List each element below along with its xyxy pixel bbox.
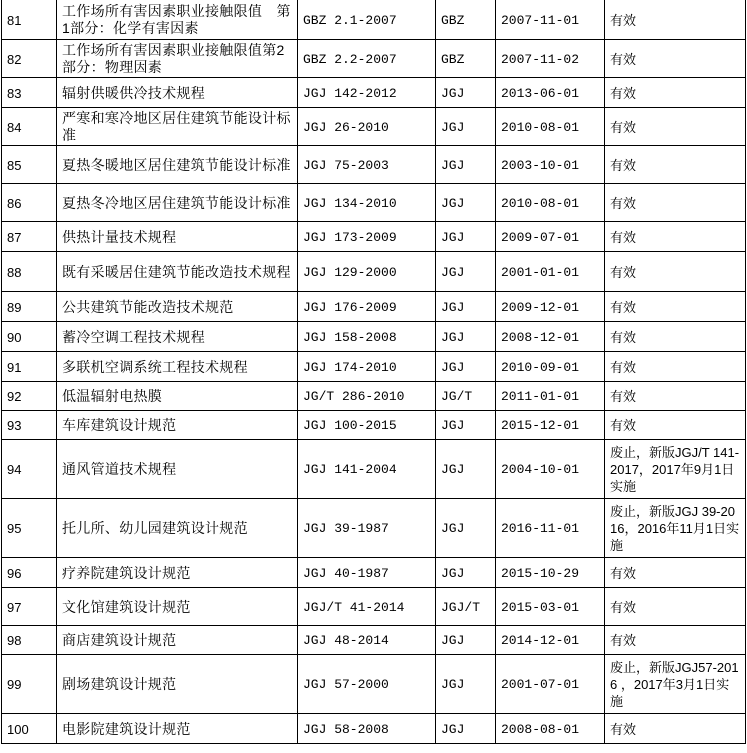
standard-category: JGJ — [436, 411, 496, 440]
table-row — [2, 322, 746, 352]
standard-code: JGJ 39-1987 — [298, 499, 436, 558]
standard-status: 有效 — [605, 382, 746, 411]
standard-category: JGJ — [436, 440, 496, 499]
standard-category: JGJ — [436, 626, 496, 655]
effective-date: 2007-11-02 — [496, 40, 605, 78]
table-row — [2, 146, 746, 184]
table-row — [2, 382, 746, 411]
table-row — [2, 40, 746, 78]
standard-name: 工作场所有害因素职业接触限值 第1部分：化学有害因素 — [57, 0, 298, 40]
standard-category: JGJ — [436, 184, 496, 222]
effective-date: 2001-01-01 — [496, 252, 605, 292]
standard-category: JG/T — [436, 382, 496, 411]
standard-name: 既有采暖居住建筑节能改造技术规程 — [57, 252, 298, 292]
standard-status: 有效 — [605, 252, 746, 292]
standard-status: 有效 — [605, 558, 746, 588]
standard-code: JGJ 40-1987 — [298, 558, 436, 588]
row-number: 91 — [2, 352, 57, 382]
standard-code: JGJ 48-2014 — [298, 626, 436, 655]
row-number: 93 — [2, 411, 57, 440]
standard-status: 有效 — [605, 78, 746, 108]
standard-status: 有效 — [605, 714, 746, 744]
standard-code: JGJ/T 41-2014 — [298, 588, 436, 626]
table-row — [2, 292, 746, 322]
standard-status: 有效 — [605, 222, 746, 252]
effective-date: 2003-10-01 — [496, 146, 605, 184]
row-number: 92 — [2, 382, 57, 411]
effective-date: 2008-12-01 — [496, 322, 605, 352]
row-number: 85 — [2, 146, 57, 184]
table-row — [2, 588, 746, 626]
standard-name: 商店建筑设计规范 — [57, 626, 298, 655]
standard-code: JGJ 58-2008 — [298, 714, 436, 744]
standard-category: JGJ — [436, 558, 496, 588]
standard-name: 剧场建筑设计规范 — [57, 655, 298, 714]
table-row — [2, 184, 746, 222]
standard-code: JGJ 142-2012 — [298, 78, 436, 108]
standard-category: JGJ — [436, 714, 496, 744]
standard-category: JGJ — [436, 655, 496, 714]
standard-code: JGJ 75-2003 — [298, 146, 436, 184]
standard-status: 有效 — [605, 626, 746, 655]
table-row — [2, 252, 746, 292]
standard-name: 供热计量技术规程 — [57, 222, 298, 252]
standard-code: GBZ 2.2-2007 — [298, 40, 436, 78]
standard-name: 公共建筑节能改造技术规范 — [57, 292, 298, 322]
table-row — [2, 222, 746, 252]
effective-date: 2011-01-01 — [496, 382, 605, 411]
standard-name: 辐射供暖供冷技术规程 — [57, 78, 298, 108]
standard-status: 废止，新版JGJ 39-2016，2016年11月1日实施 — [605, 499, 746, 558]
row-number: 83 — [2, 78, 57, 108]
effective-date: 2015-10-29 — [496, 558, 605, 588]
row-number: 88 — [2, 252, 57, 292]
row-number: 95 — [2, 499, 57, 558]
table-row — [2, 78, 746, 108]
standard-category: GBZ — [436, 40, 496, 78]
standard-name: 疗养院建筑设计规范 — [57, 558, 298, 588]
standard-name: 文化馆建筑设计规范 — [57, 588, 298, 626]
standard-name: 低温辐射电热膜 — [57, 382, 298, 411]
standard-category: JGJ — [436, 222, 496, 252]
standard-status: 有效 — [605, 40, 746, 78]
standard-name: 夏热冬暖地区居住建筑节能设计标准 — [57, 146, 298, 184]
table-row — [2, 440, 746, 499]
table-row — [2, 499, 746, 558]
standard-code: JGJ 134-2010 — [298, 184, 436, 222]
standard-code: GBZ 2.1-2007 — [298, 0, 436, 40]
standard-name: 车库建筑设计规范 — [57, 411, 298, 440]
standard-name: 通风管道技术规程 — [57, 440, 298, 499]
row-number: 87 — [2, 222, 57, 252]
table-row — [2, 108, 746, 146]
row-number: 89 — [2, 292, 57, 322]
row-number: 100 — [2, 714, 57, 744]
row-number: 99 — [2, 655, 57, 714]
standard-status: 有效 — [605, 184, 746, 222]
effective-date: 2015-12-01 — [496, 411, 605, 440]
standard-status: 有效 — [605, 588, 746, 626]
standard-category: JGJ — [436, 499, 496, 558]
standard-category: JGJ — [436, 322, 496, 352]
standard-category: JGJ — [436, 252, 496, 292]
table-row — [2, 655, 746, 714]
standard-code: JGJ 174-2010 — [298, 352, 436, 382]
table-row — [2, 626, 746, 655]
standard-name: 托儿所、幼儿园建筑设计规范 — [57, 499, 298, 558]
effective-date: 2014-12-01 — [496, 626, 605, 655]
standard-status: 有效 — [605, 411, 746, 440]
effective-date: 2007-11-01 — [496, 0, 605, 40]
standard-status: 有效 — [605, 0, 746, 40]
standard-category: JGJ — [436, 108, 496, 146]
effective-date: 2001-07-01 — [496, 655, 605, 714]
standard-status: 有效 — [605, 146, 746, 184]
standards-table — [1, 0, 746, 744]
standard-status: 有效 — [605, 352, 746, 382]
effective-date: 2008-08-01 — [496, 714, 605, 744]
table-row — [2, 714, 746, 744]
table-row — [2, 411, 746, 440]
standard-name: 多联机空调系统工程技术规程 — [57, 352, 298, 382]
standard-name: 蓄冷空调工程技术规程 — [57, 322, 298, 352]
effective-date: 2010-08-01 — [496, 108, 605, 146]
standard-name: 夏热冬冷地区居住建筑节能设计标准 — [57, 184, 298, 222]
standard-status: 有效 — [605, 108, 746, 146]
row-number: 98 — [2, 626, 57, 655]
standard-status: 废止，新版JGJ57-2016 ，2017年3月1日实施 — [605, 655, 746, 714]
standard-code: JGJ 57-2000 — [298, 655, 436, 714]
standard-category: GBZ — [436, 0, 496, 40]
standard-category: JGJ — [436, 78, 496, 108]
row-number: 82 — [2, 40, 57, 78]
standard-category: JGJ — [436, 352, 496, 382]
standard-status: 有效 — [605, 322, 746, 352]
row-number: 84 — [2, 108, 57, 146]
row-number: 96 — [2, 558, 57, 588]
row-number: 81 — [2, 0, 57, 40]
effective-date: 2009-07-01 — [496, 222, 605, 252]
table-row — [2, 0, 746, 40]
standard-code: JG/T 286-2010 — [298, 382, 436, 411]
standard-code: JGJ 173-2009 — [298, 222, 436, 252]
row-number: 90 — [2, 322, 57, 352]
effective-date: 2016-11-01 — [496, 499, 605, 558]
effective-date: 2010-09-01 — [496, 352, 605, 382]
row-number: 97 — [2, 588, 57, 626]
table-row — [2, 558, 746, 588]
effective-date: 2004-10-01 — [496, 440, 605, 499]
table-row — [2, 352, 746, 382]
effective-date: 2013-06-01 — [496, 78, 605, 108]
standard-name: 电影院建筑设计规范 — [57, 714, 298, 744]
standard-status: 废止，新版JGJ/T 141-2017，2017年9月1日实施 — [605, 440, 746, 499]
effective-date: 2009-12-01 — [496, 292, 605, 322]
standard-name: 工作场所有害因素职业接触限值第2部分：物理因素 — [57, 40, 298, 78]
standard-code: JGJ 129-2000 — [298, 252, 436, 292]
effective-date: 2015-03-01 — [496, 588, 605, 626]
effective-date: 2010-08-01 — [496, 184, 605, 222]
row-number: 86 — [2, 184, 57, 222]
standard-name: 严寒和寒冷地区居住建筑节能设计标准 — [57, 108, 298, 146]
standard-category: JGJ — [436, 146, 496, 184]
row-number: 94 — [2, 440, 57, 499]
standard-status: 有效 — [605, 292, 746, 322]
standard-code: JGJ 26-2010 — [298, 108, 436, 146]
standard-category: JGJ/T — [436, 588, 496, 626]
standard-code: JGJ 100-2015 — [298, 411, 436, 440]
standard-code: JGJ 141-2004 — [298, 440, 436, 499]
standard-code: JGJ 158-2008 — [298, 322, 436, 352]
standard-category: JGJ — [436, 292, 496, 322]
standard-code: JGJ 176-2009 — [298, 292, 436, 322]
